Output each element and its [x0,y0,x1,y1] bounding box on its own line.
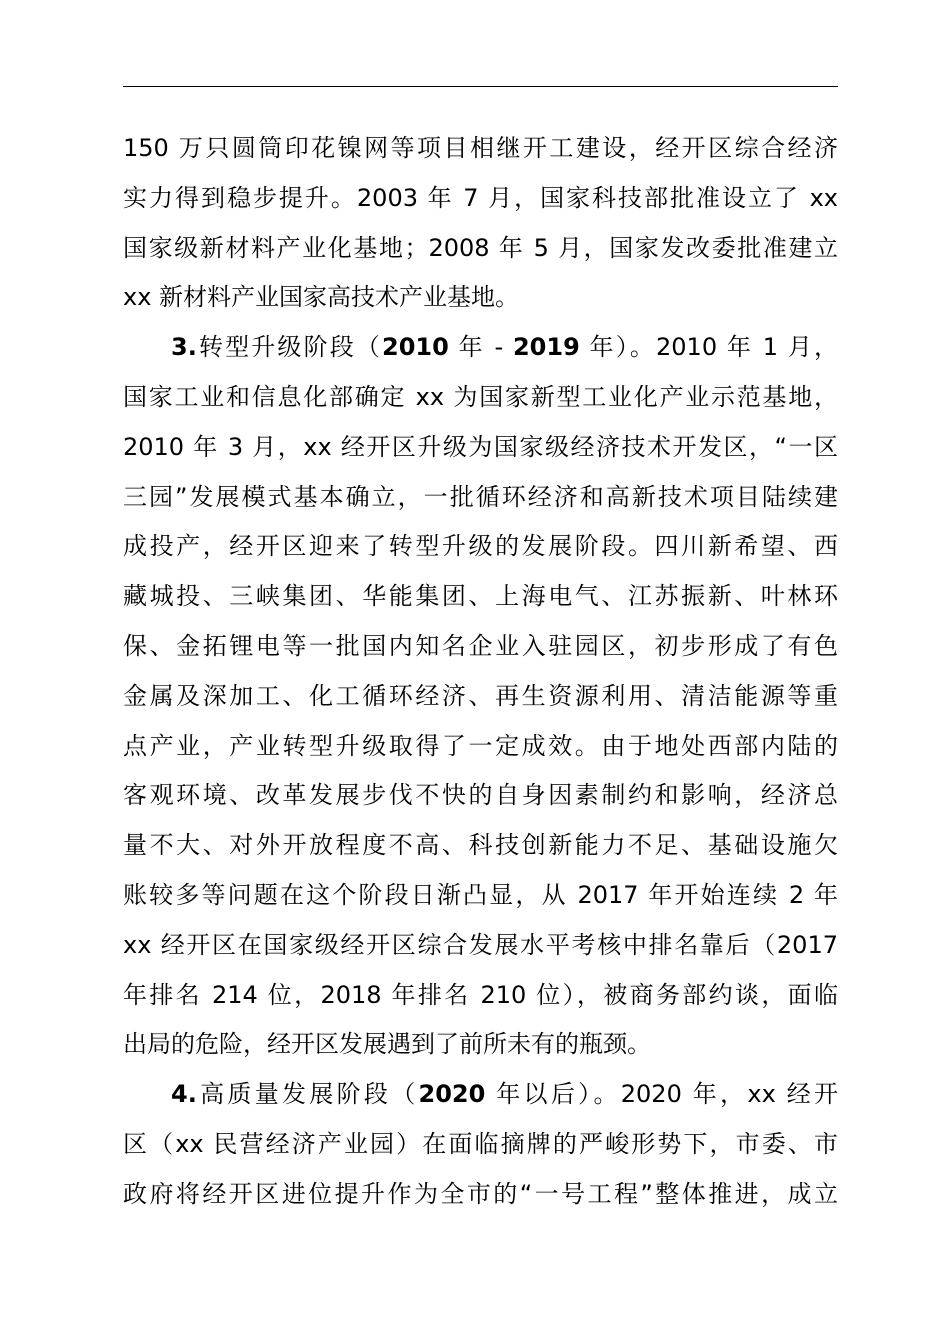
text-line: 成投产，经开区迎来了转型升级的发展阶段。四川新希望、西 [123,532,838,561]
text-line: 年排名 214 位，2018 年排名 210 位），被商务部约谈，面临 [123,980,838,1009]
paragraph-2 [123,323,838,1070]
document-body [123,124,838,1220]
text-line: 政府将经开区进位提升作为全市的“一号工程”整体推进，成立 [123,1179,838,1208]
text-line: 三园”发展模式基本确立，一批循环经济和高新技术项目陆续建 [123,482,838,511]
year-start: 2020 [418,1080,486,1109]
year-start: 2010 [382,333,449,362]
text-line: 量不大、对外开放程度不高、科技创新能力不足、基础设施欠 [123,831,838,860]
section-number: 4. [171,1080,197,1109]
text-line: 客观环境、改革发展步伐不快的自身因素制约和影响，经济总 [123,781,838,810]
section-title: 转型升级阶段（ [196,333,383,362]
heading-close: 年）。 [579,333,657,362]
text-line: 藏城投、三峡集团、华能集团、上海电气、江苏振新、叶林环 [123,582,838,611]
section-number: 3. [171,333,197,362]
section-title: 高质量发展阶段（ [196,1080,419,1109]
text-line: xx 经开区在国家级经开区综合发展水平考核中排名靠后（2017 [123,930,838,959]
text-line: 国家级新材料产业化基地；2008 年 5 月，国家发改委批准建立 [123,233,838,262]
paragraph-1 [123,124,838,323]
text-line: xx 新材料产业国家高技术产业基地。 [123,283,520,312]
text-line: 保、金拓锂电等一批国内知名企业入驻园区，初步形成了有色 [123,631,838,660]
section-heading-line [123,1070,838,1120]
text-line: 区（xx 民营经济产业园）在面临摘牌的严峻形势下，市委、市 [123,1129,838,1158]
text-line: 出局的危险，经开区发展遇到了前所未有的瓶颈。 [123,1030,651,1059]
heading-close: 年以后）。 [485,1080,621,1109]
year-separator: 年 - [448,333,513,362]
paragraph-3 [123,1070,838,1219]
year-end: 2019 [512,333,580,362]
heading-line-rest: 2010 年 1 月， [656,333,839,362]
text-line: 点产业，产业转型升级取得了一定成效。由于地处西部内陆的 [123,731,838,760]
text-line: 150 万只圆筒印花镍网等项目相继开工建设，经开区综合经济 [123,134,838,162]
heading-line-rest: 2020 年，xx 经开 [620,1080,839,1109]
header-rule [123,86,838,87]
text-line: 金属及深加工、化工循环经济、再生资源利用、清洁能源等重 [123,681,838,710]
text-line: 2010 年 3 月，xx 经开区升级为国家级经济技术开发区，“一区 [123,432,838,461]
text-line: 实力得到稳步提升。2003 年 7 月，国家科技部批准设立了 xx [123,183,838,212]
text-line: 国家工业和信息化部确定 xx 为国家新型工业化产业示范基地， [123,382,838,411]
text-line: 账较多等问题在这个阶段日渐凸显，从 2017 年开始连续 2 年 [123,880,838,909]
section-heading-line [123,323,838,373]
